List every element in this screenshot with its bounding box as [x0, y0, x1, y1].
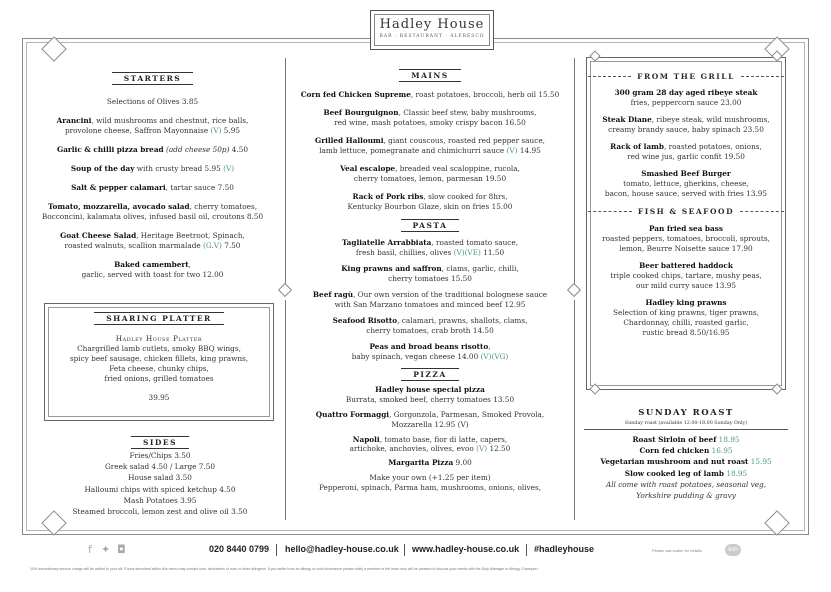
- sharing-heading: SHARING PLATTER: [94, 312, 224, 325]
- side-item: Mash Potatoes 3.95: [123, 495, 197, 505]
- wifi-icon: WiFi: [725, 544, 741, 556]
- side-item: House salad 3.50: [128, 473, 192, 483]
- pizza-own-items: Pepperoni, spinach, Parma ham, mushrooms, onions, olives,: [318, 483, 542, 492]
- menu-item: Beef ragù, Our own version of the traditional bolognese sauce with San Marzano tomatoes and minced beef 12.95: [312, 290, 548, 309]
- menu-item: Rack of Pork ribs, slow cooked for 8hrs, Kentucky Bourbon Glaze, skin on fries 15.00: [347, 192, 513, 211]
- menu-item: Goat Cheese Salad, Heritage Beetroot, Spinach, roasted walnuts, scallion marmalade (G.V) 7.50: [60, 231, 245, 250]
- menu-item: Salt & pepper calamari, tartar sauce 7.50: [71, 183, 234, 192]
- sunday-sub: Sunday roast (available 12.00-18.00 Sunday Only): [624, 421, 748, 426]
- menu-item: Quattro Formaggi, Gorgonzola, Parmesan, Smoked Provola, Mozzarella 12.95 (V): [315, 410, 545, 429]
- pizza-heading: PIZZA: [401, 368, 458, 381]
- hashtag: #hadleyhouse: [534, 544, 595, 554]
- sharing-platter: [44, 306, 274, 403]
- grill-heading: FROM THE GRILL: [588, 72, 784, 81]
- menu-item: King prawns and saffron, clams, garlic, chilli, cherry tomatoes 15.50: [341, 264, 519, 283]
- facebook-icon[interactable]: f: [88, 543, 92, 556]
- platter-line: Chargrilled lamb cutlets, smoky BBQ wings,: [77, 344, 241, 353]
- menu-item: Seafood Risotto, calamari, prawns, shallots, clams, cherry tomatoes, crab broth 14.50: [332, 316, 528, 335]
- side-item: Greek salad 4.50 / Large 7.50: [104, 462, 216, 472]
- menu-item: Veal escalope, breaded veal scaloppine, rucola, cherry tomatoes, lemon, parmesan 19.50: [340, 164, 520, 183]
- menu-item: Garlic & chilli pizza bread (add cheese 50p) 4.50: [56, 145, 249, 154]
- water-note: Please ask waiter for details: [652, 548, 702, 553]
- sunday-roast: [584, 408, 788, 501]
- sides-section: [40, 430, 280, 517]
- logo: [370, 10, 494, 50]
- allergen-fineprint: 10% discretionary service charge will be added to your bill. Foods described within this menu may contain nuts, derivatives of nuts or other allergens. If you suffer from an allergy or food intolerance please notify a member of the team who will be pleased to discuss your needs with the Duty Manager or Allergy Champion.: [30, 567, 539, 571]
- email-link[interactable]: hello@hadley-house.co.uk: [285, 544, 399, 554]
- website-link[interactable]: www.hadley-house.co.uk: [412, 544, 520, 554]
- sides-heading: SIDES: [131, 436, 189, 449]
- footer-separator: [526, 544, 527, 556]
- platter-line: Feta cheese, chunky chips,: [109, 364, 209, 373]
- platter-line: fried onions, grilled tomatoes: [104, 374, 214, 383]
- brand-name: Hadley House: [379, 17, 485, 32]
- menu-item: Corn fed Chicken Supreme, roast potatoes, broccoli, herb oil 15.50: [300, 90, 560, 99]
- column-divider: [574, 300, 575, 520]
- column-divider: [285, 300, 286, 520]
- starters-heading: STARTERS: [112, 72, 193, 85]
- side-item: Fries/Chips 3.50: [129, 451, 191, 460]
- instagram-icon[interactable]: ◘: [117, 543, 126, 556]
- roast-item: Corn fed chicken 16.95: [639, 446, 733, 456]
- twitter-icon[interactable]: ✦: [101, 543, 111, 556]
- menu-item: Tagliatelle Arrabbiata, roasted tomato sauce, fresh basil, chillies, olives (V)(VE) 11.50: [341, 238, 519, 257]
- side-item: Halloumi chips with spiced ketchup 4.50: [84, 484, 236, 494]
- menu-item: Rack of lamb, roasted potatoes, onions, red wine jus, garlic confit 19.50: [610, 142, 762, 161]
- menu-item: Baked camembert, garlic, served with toast for two 12.00: [81, 260, 224, 279]
- menu-item: Beef Bourguignon, Classic beef stew, baby mushrooms, red wine, mash potatoes, smoky crispy bacon 16.50: [323, 108, 537, 127]
- column-divider: [285, 58, 286, 286]
- platter-price: 39.95: [148, 393, 170, 402]
- menu-item: Soup of the day with crusty bread 5.95 (V): [70, 164, 235, 173]
- pizza-own: Make your own (+1.25 per item): [369, 473, 491, 482]
- roast-note: Yorkshire pudding & gravy: [636, 491, 736, 501]
- phone-number[interactable]: 020 8440 0799: [209, 544, 270, 554]
- footer-separator: [276, 544, 277, 556]
- menu-item: Hadley house special pizza Burrata, smoked beef, cherry tomatoes 13.50: [345, 385, 515, 404]
- side-item: Steamed broccoli, lemon zest and olive oil 3.50: [72, 507, 248, 517]
- right-column: [588, 72, 784, 338]
- column-divider: [574, 58, 575, 286]
- platter-name: Hadley House Platter: [115, 334, 203, 343]
- pasta-heading: PASTA: [401, 219, 460, 232]
- menu-item: Napoli, tomato base, fior di latte, capers, artichoke, anchovies, olives, evoo (V) 12.50: [349, 435, 511, 453]
- menu-item: Steak Diane, ribeye steak, wild mushrooms, creamy brandy sauce, baby spinach 23.50: [602, 115, 770, 134]
- roast-item: Vegetarian mushroom and nut roast 15.95: [600, 457, 772, 467]
- menu-item: Arancini, wild mushrooms and chestnut, rice balls, provolone cheese, Saffron Mayonnaise (V) 5.95: [56, 116, 249, 135]
- roast-item: Roast Sirloin of beef 18.95: [632, 435, 740, 444]
- left-column: [40, 66, 265, 280]
- fish-heading: FISH & SEAFOOD: [588, 207, 784, 216]
- footer-separator: [404, 544, 405, 556]
- menu-item: Peas and broad beans risotto, baby spinach, vegan cheese 14.00 (V)(VG): [351, 342, 509, 361]
- menu-item: Beer battered haddock triple cooked chips, tartare, mushy peas, our mild curry sauce 13.95: [610, 261, 762, 290]
- platter-line: spicy beef sausage, chicken fillets, king prawns,: [69, 354, 249, 363]
- middle-column: [296, 63, 564, 493]
- roast-note: All come with roast potatoes, seasonal veg,: [605, 479, 767, 489]
- menu-item: Smashed Beef Burger tomato, lettuce, gherkins, cheese, bacon, house sauce, served with fries 13.95: [604, 169, 768, 198]
- menu-item: Pan fried sea bass roasted peppers, tomatoes, broccoli, sprouts, lemon, Beurre Noisette sauce 17.90: [602, 224, 770, 253]
- menu-item: Margarita Pizza 9.00: [388, 458, 472, 467]
- sunday-heading: SUNDAY ROAST: [638, 408, 734, 418]
- menu-item: 300 gram 28 day aged ribeye steak fries, peppercorn sauce 23.00: [614, 88, 758, 107]
- roast-item: Slow cooked leg of lamb 18.95: [624, 468, 748, 478]
- mains-heading: MAINS: [399, 69, 460, 82]
- brand-tagline: BAR · RESTAURANT · ALFRESCO: [379, 34, 485, 39]
- menu-item: Grilled Halloumi, giant couscous, roasted red pepper sauce, lamb lettuce, pomegranate and chimichurri sauce (V) 14.95: [315, 136, 545, 155]
- olives-item: Selections of Olives 3.85: [106, 97, 199, 106]
- menu-item: Hadley king prawns Selection of king prawns, tiger prawns, Chardonnay, chilli, roasted garlic, rustic bread 8.50/16.95: [612, 298, 759, 337]
- menu-item: Tomato, mozzarella, avocado salad, cherry tomatoes, Bocconcini, kalamata olives, infused basil oil, croutons 8.50: [41, 202, 264, 221]
